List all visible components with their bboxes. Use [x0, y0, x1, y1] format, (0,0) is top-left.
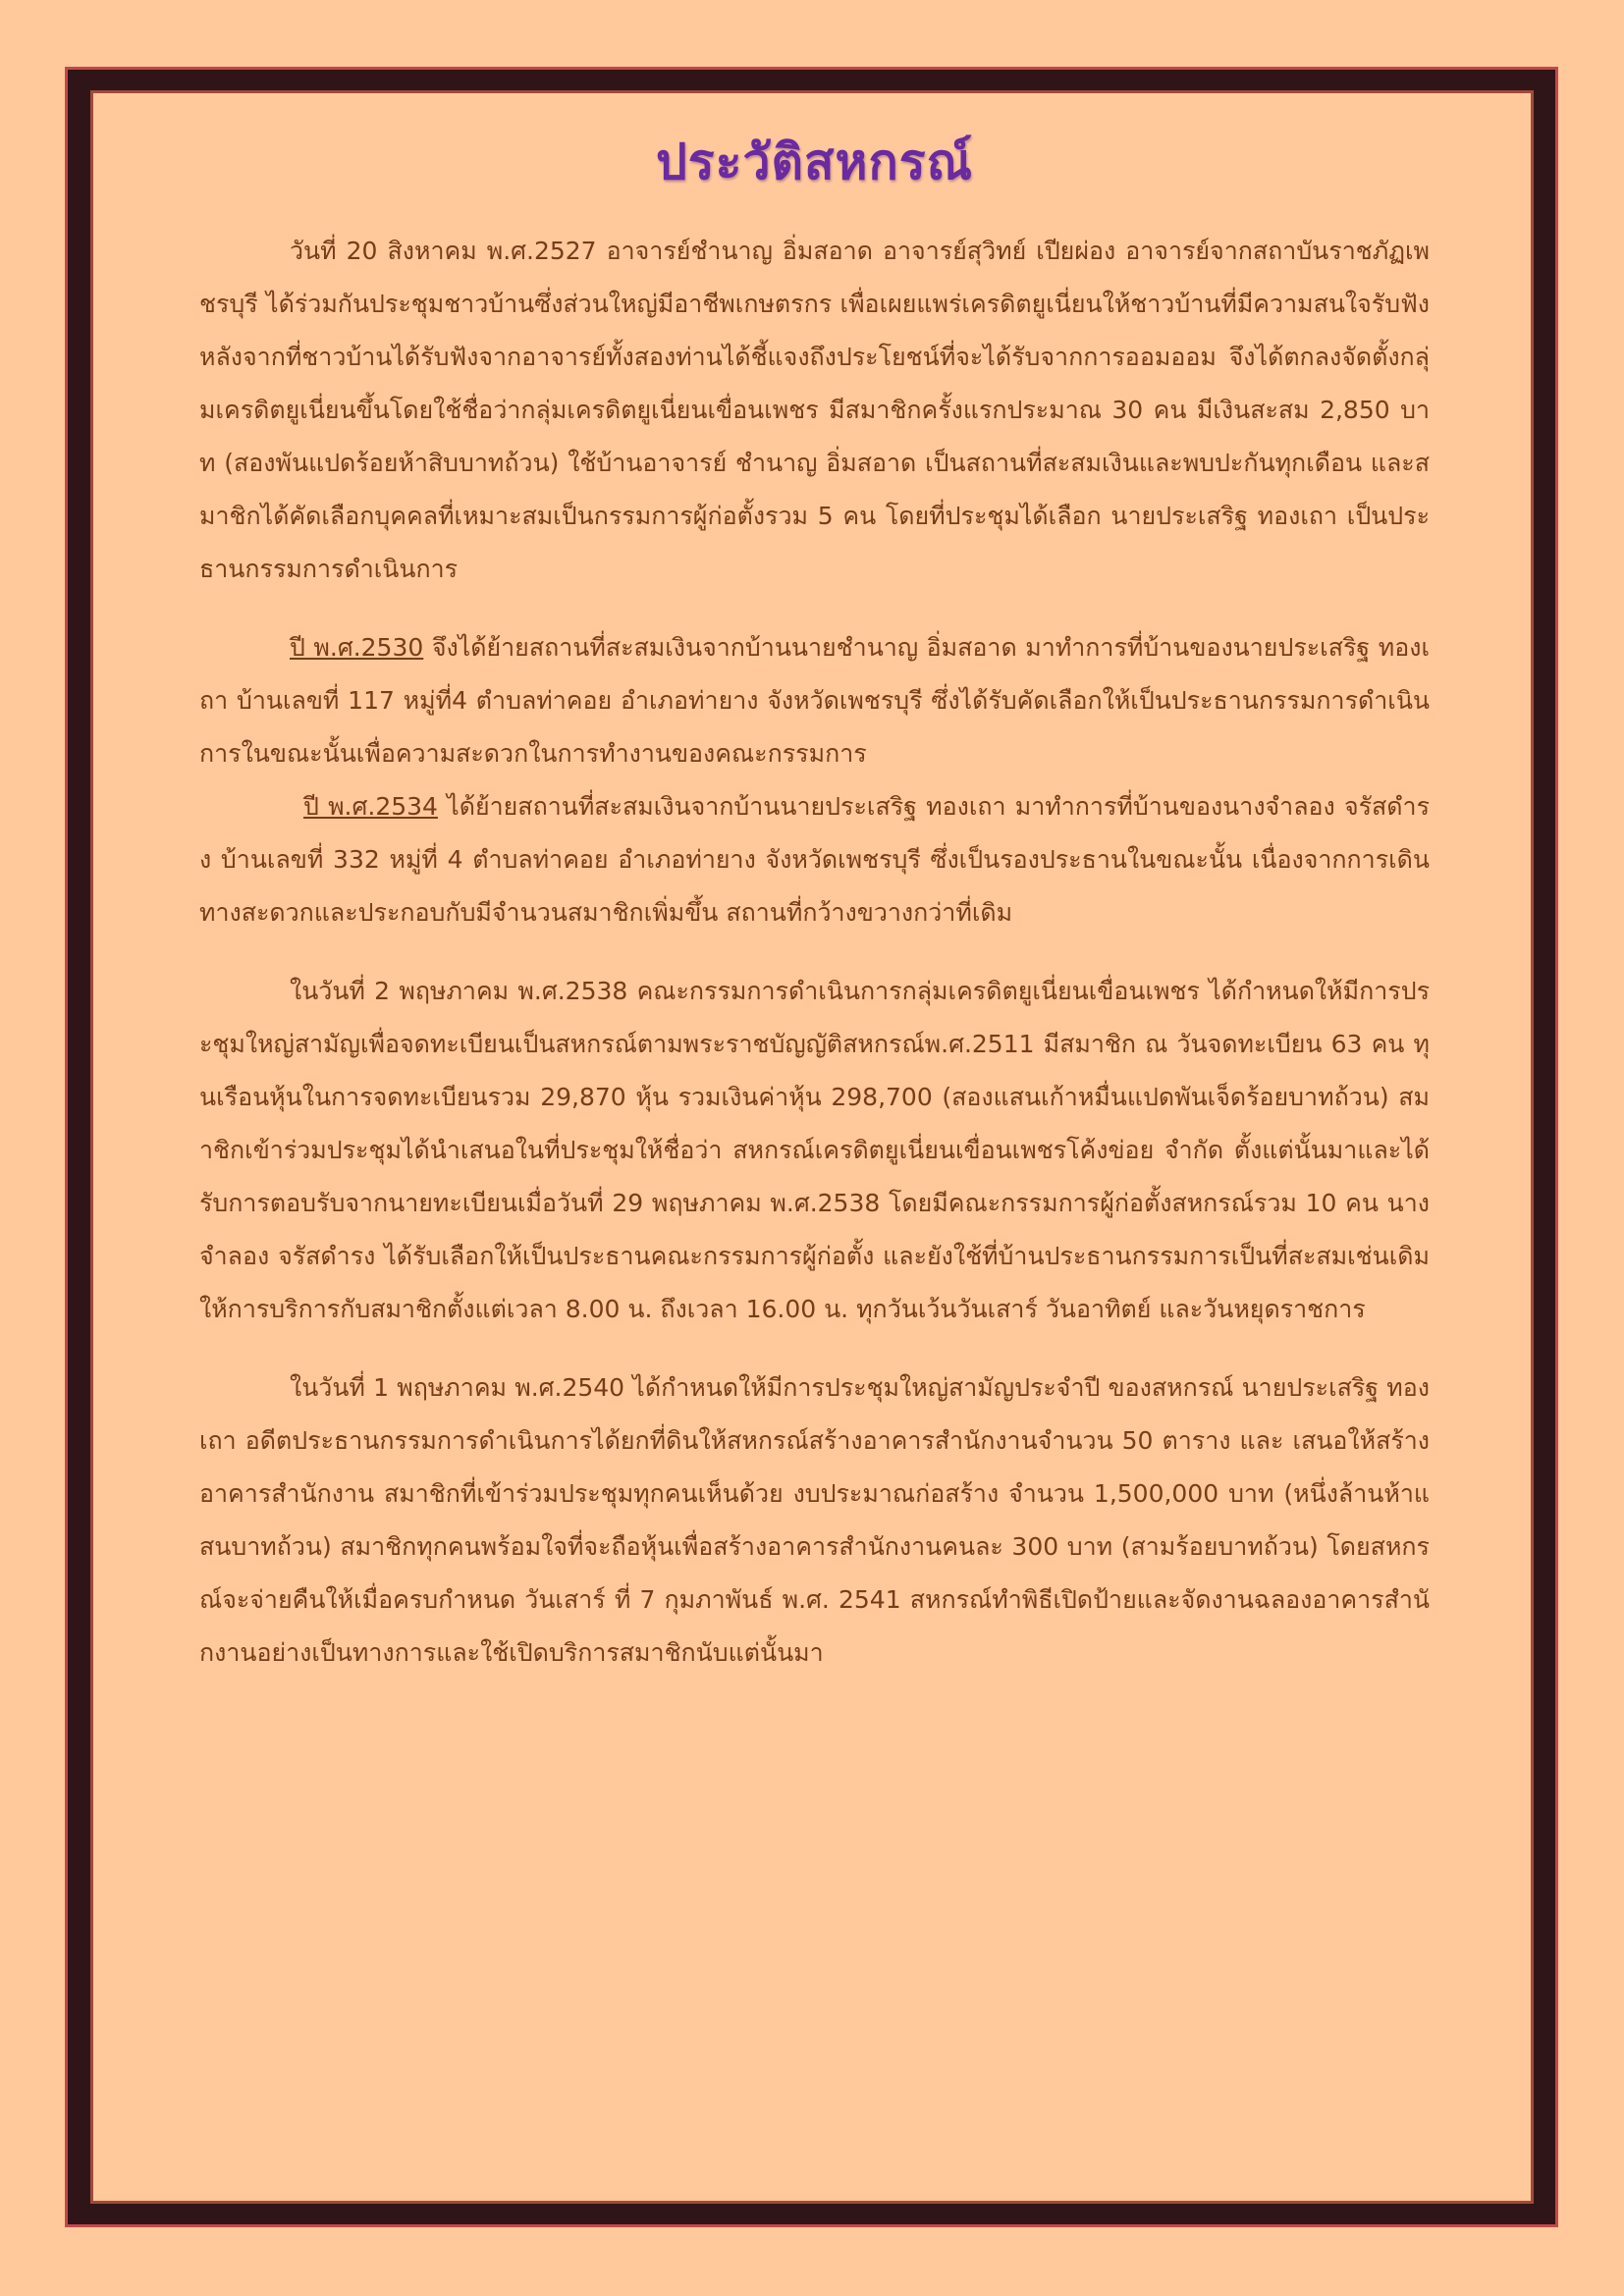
paragraph-2538	[199, 965, 1430, 1336]
paragraph-founding	[199, 225, 1430, 596]
paragraph-2540	[199, 1362, 1430, 1680]
page-title: ประวัติสหกรณ์	[656, 133, 973, 190]
paragraph-2534	[199, 780, 1430, 939]
paragraph-year-label: ปี พ.ศ.2530	[290, 633, 424, 662]
paragraph-year-label: ปี พ.ศ.2534	[303, 792, 438, 821]
paragraph-text: ในวันที่ 1 พฤษภาคม พ.ศ.2540 ได้กำหนดให้มีการประชุมใหญ่สามัญประจำปี ของสหกรณ์ นายประเสริฐ ทองเถา อดีตประธานกรรมการดำเนินการได้ยกที่ดินให้สหกรณ์สร้างอาคารสำนักงานจำนวน 50 ตาราง และ เสนอให้สร้างอาคารสำนักงาน สมาชิกที่เข้าร่วมประชุมทุกคนเห็นด้วย งบประมาณก่อสร้าง จำนวน 1,500,000 บาท (หนึ่งล้านห้าแสนบาทถ้วน) สมาชิกทุกคนพร้อมใจที่จะถือหุ้นเพื่อสร้างอาคารสำนักงานคนละ 300 บาท (สามร้อยบาทถ้วน) โดยสหกรณ์จะจ่ายคืนให้เมื่อครบกำหนด วันเสาร์ ที่ 7 กุมภาพันธ์ พ.ศ. 2541 สหกรณ์ทำพิธีเปิดป้ายและจัดงานฉลองอาคารสำนักงานอย่างเป็นทางการและใช้เปิดบริการสมาชิกนับแต่นั้นมา	[199, 1373, 1430, 1667]
paragraph-text: วันที่ 20 สิงหาคม พ.ศ.2527 อาจารย์ชำนาญ อิ่มสอาด อาจารย์สุวิทย์ เปียผ่อง อาจารย์จากสถาบันราชภัฏเพชรบุรี ได้ร่วมกันประชุมชาวบ้านซึ่งส่วนใหญ่มีอาชีพเกษตรกร เพื่อเผยแพร่เครดิตยูเนี่ยนให้ชาวบ้านที่มีความสนใจรับฟัง หลังจากที่ชาวบ้านได้รับฟังจากอาจารย์ทั้งสองท่านได้ชี้แจงถึงประโยชน์ที่จะได้รับจากการออมออม จึงได้ตกลงจัดตั้งกลุ่มเครดิตยูเนี่ยนขึ้นโดยใช้ชื่อว่ากลุ่มเครดิตยูเนี่ยนเขื่อนเพชร มีสมาชิกครั้งแรกประมาณ 30 คน มีเงินสะสม 2,850 บาท (สองพันแปดร้อยห้าสิบบาทถ้วน) ใช้บ้านอาจารย์ ชำนาญ อิ่มสอาด เป็นสถานที่สะสมเงินและพบปะกันทุกเดือน และสมาชิกได้คัดเลือกบุคคลที่เหมาะสมเป็นกรรมการผู้ก่อตั้งรวม 5 คน โดยที่ประชุมได้เลือก นายประเสริฐ ทองเถา เป็นประธานกรรมการดำเนินการ	[199, 237, 1430, 583]
document-body	[199, 129, 1430, 1680]
paragraph-text: ได้ย้ายสถานที่สะสมเงินจากบ้านนายประเสริฐ ทองเถา มาทำการที่บ้านของนางจำลอง จรัสดำรง บ้านเลขที่ 332 หมู่ที่ 4 ตำบลท่าคอย อำเภอท่ายาง จังหวัดเพชรบุรี ซึ่งเป็นรองประธานในขณะนั้น เนื่องจากการเดินทางสะดวกและประกอบกับมีจำนวนสมาชิกเพิ่มขึ้น สถานที่กว้างขวางกว่าที่เดิม	[199, 792, 1430, 927]
paragraph-text: จึงได้ย้ายสถานที่สะสมเงินจากบ้านนายชำนาญ อิ่มสอาด มาทำการที่บ้านของนายประเสริฐ ทองเถา บ้านเลขที่ 117 หมู่ที่4 ตำบลท่าคอย อำเภอท่ายาง จังหวัดเพชรบุรี ซึ่งได้รับคัดเลือกให้เป็นประธานกรรมการดำเนินการในขณะนั้นเพื่อความสะดวกในการทำงานของคณะกรรมการ	[199, 633, 1430, 768]
page-border-inner	[90, 90, 1534, 2204]
paragraph-2530	[199, 621, 1430, 780]
paragraph-text: ในวันที่ 2 พฤษภาคม พ.ศ.2538 คณะกรรมการดำเนินการกลุ่มเครดิตยูเนี่ยนเขื่อนเพชร ได้กำหนดให้มีการประชุมใหญ่สามัญเพื่อจดทะเบียนเป็นสหกรณ์ตามพระราชบัญญัติสหกรณ์พ.ศ.2511 มีสมาชิก ณ วันจดทะเบียน 63 คน ทุนเรือนหุ้นในการจดทะเบียนรวม 29,870 หุ้น รวมเงินค่าหุ้น 298,700 (สองแสนเก้าหมื่นแปดพันเจ็ดร้อยบาทถ้วน) สมาชิกเข้าร่วมประชุมได้นำเสนอในที่ประชุมให้ชื่อว่า สหกรณ์เครดิตยูเนี่ยนเขื่อนเพชรโค้งข่อย จำกัด ตั้งแต่นั้นมาและได้รับการตอบรับจากนายทะเบียนเมื่อวันที่ 29 พฤษภาคม พ.ศ.2538 โดยมีคณะกรรมการผู้ก่อตั้งสหกรณ์รวม 10 คน นางจำลอง จรัสดำรง ได้รับเลือกให้เป็นประธานคณะกรรมการผู้ก่อตั้ง และยังใช้ที่บ้านประธานกรรมการเป็นที่สะสมเช่นเดิม ให้การบริการกับสมาชิกตั้งแต่เวลา 8.00 น. ถึงเวลา 16.00 น. ทุกวันเว้นวันเสาร์ วันอาทิตย์ และวันหยุดราชการ	[199, 977, 1430, 1323]
